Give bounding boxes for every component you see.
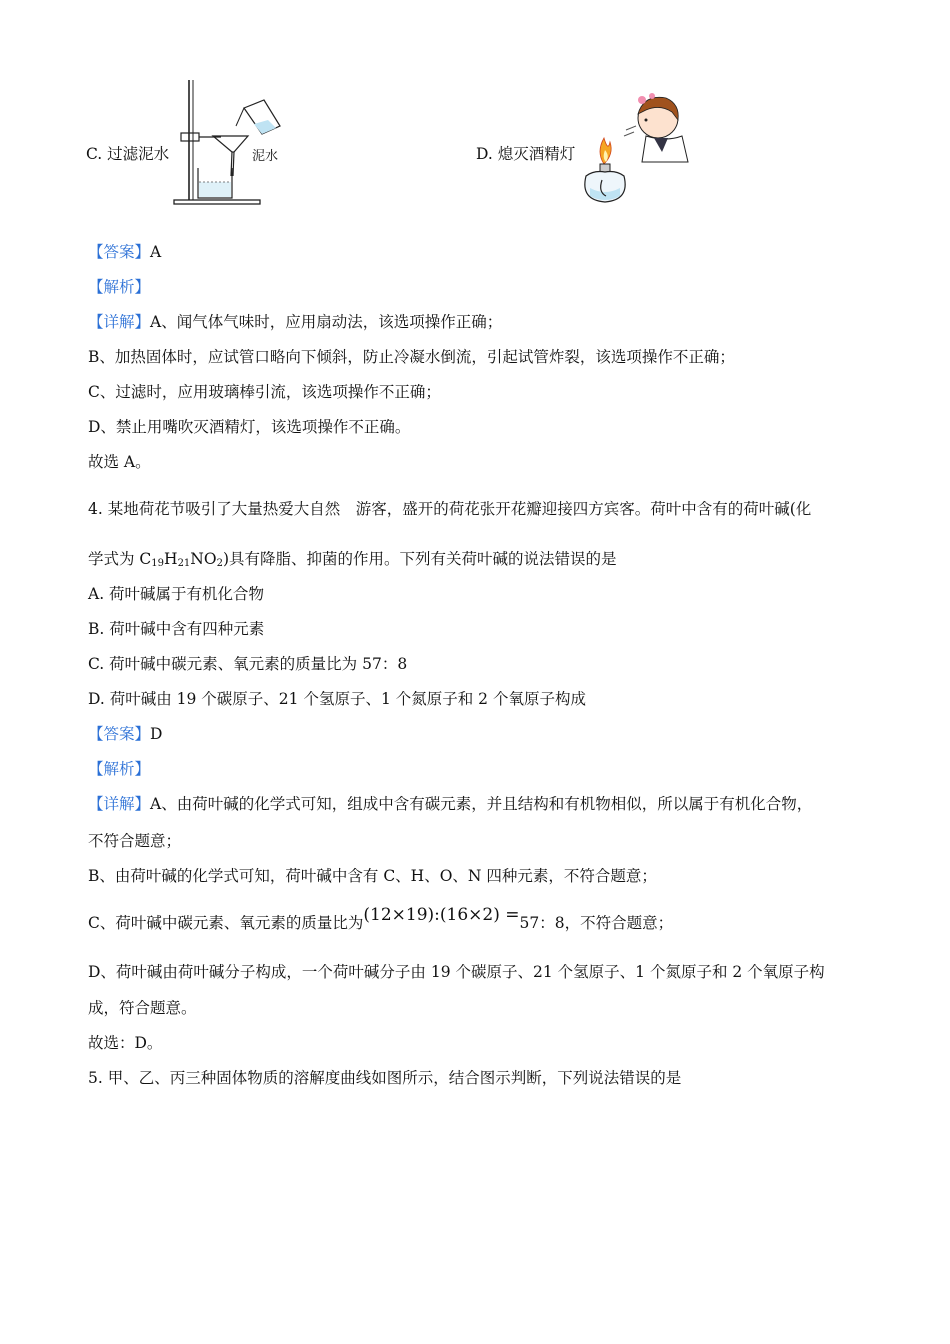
q4-conclusion: 故选：D。: [88, 1034, 163, 1052]
mud-water-note: 泥水: [252, 149, 279, 164]
q4-detail-c: [88, 905, 674, 933]
stem-post: )具有降脂、抑菌的作用。下列有关荷叶碱的说法错误的是: [222, 550, 617, 568]
formula-sub-o: 2: [216, 558, 223, 569]
detail-text: A、由荷叶碱的化学式可知，组成中含有碳元素，并且结构和有机物相似，所以属于有机化合物，: [150, 795, 813, 813]
formula-h: H: [164, 550, 178, 568]
stem-pre: 学式为 C: [88, 550, 152, 568]
blowing-lamp-icon: [476, 92, 696, 212]
q3-detail-b: B、加热固体时，应试管口略向下倾斜，防止冷凝水倒流，引起试管炸裂，该选项操作不正确；: [88, 348, 735, 366]
detail-text: A、闻气体气味时，应用扇动法，该选项操作正确；: [150, 313, 503, 331]
q4-stem-line2: [88, 549, 617, 574]
mass-ratio-formula: (12×19):(16×2) =: [363, 905, 520, 925]
q4-stem-line1: 4. 某地荷花节吸引了大量热爱大自然 游客，盛开的荷花张开花瓣迎接四方宾客。荷叶中含有的荷叶碱(化: [88, 500, 812, 518]
alcohol-lamp-figure: [476, 92, 696, 212]
q3-detail-line: [88, 312, 502, 332]
q4-option-c: C. 荷叶碱中碳元素、氧元素的质量比为 57：8: [88, 655, 408, 673]
q5-stem: 5. 甲、乙、丙三种固体物质的溶解度曲线如图所示，结合图示判断，下列说法错误的是: [88, 1069, 682, 1087]
q3-answer: [88, 242, 161, 262]
q4-answer: [88, 724, 162, 744]
q4-detail-a2: 不符合题意；: [88, 832, 182, 850]
q4-option-d: D. 荷叶碱由 19 个碳原子、21 个氢原子、1 个氮原子和 2 个氧原子构成: [88, 690, 586, 708]
detail-tag: 【详解】: [88, 313, 151, 331]
option-d-label: D. 熄灭酒精灯: [476, 145, 576, 163]
q4-detail-d1: D、荷叶碱由荷叶碱分子构成，一个荷叶碱分子由 19 个碳原子、21 个氢原子、1 个氮原子和 2 个氧原子构: [88, 963, 825, 981]
answer-tag: 【答案】: [88, 725, 151, 743]
option-c-label: C. 过滤泥水: [86, 145, 170, 163]
q3-detail-d: D、禁止用嘴吹灭酒精灯，该选项操作不正确。: [88, 418, 411, 436]
filtration-figure: [86, 78, 306, 210]
q3-analysis-tag: 【解析】: [88, 278, 151, 296]
answer-tag: 【答案】: [88, 243, 151, 261]
q3-detail-c: C、过滤时，应用玻璃棒引流，该选项操作不正确；: [88, 383, 441, 401]
detail-c-pre: C、荷叶碱中碳元素、氧元素的质量比为: [88, 914, 364, 932]
filtration-apparatus-icon: [86, 78, 306, 210]
detail-tag: 【详解】: [88, 795, 151, 813]
formula-no: NO: [190, 550, 217, 568]
q4-option-a: A. 荷叶碱属于有机化合物: [88, 585, 265, 603]
q4-option-b: B. 荷叶碱中含有四种元素: [88, 620, 265, 638]
q4-detail-b: B、由荷叶碱的化学式可知，荷叶碱中含有 C、H、O、N 四种元素，不符合题意；: [88, 867, 657, 885]
answer-value: D: [150, 725, 163, 743]
formula-sub-h: 21: [177, 558, 191, 569]
q4-detail-a1: [88, 794, 812, 814]
formula-sub-c: 19: [151, 558, 165, 569]
q4-analysis-tag: 【解析】: [88, 760, 151, 778]
detail-c-post: 57：8，不符合题意；: [519, 914, 674, 932]
q4-detail-d2: 成，符合题意。: [88, 999, 197, 1017]
answer-value: A: [150, 243, 162, 261]
q3-conclusion: 故选 A。: [88, 453, 151, 471]
